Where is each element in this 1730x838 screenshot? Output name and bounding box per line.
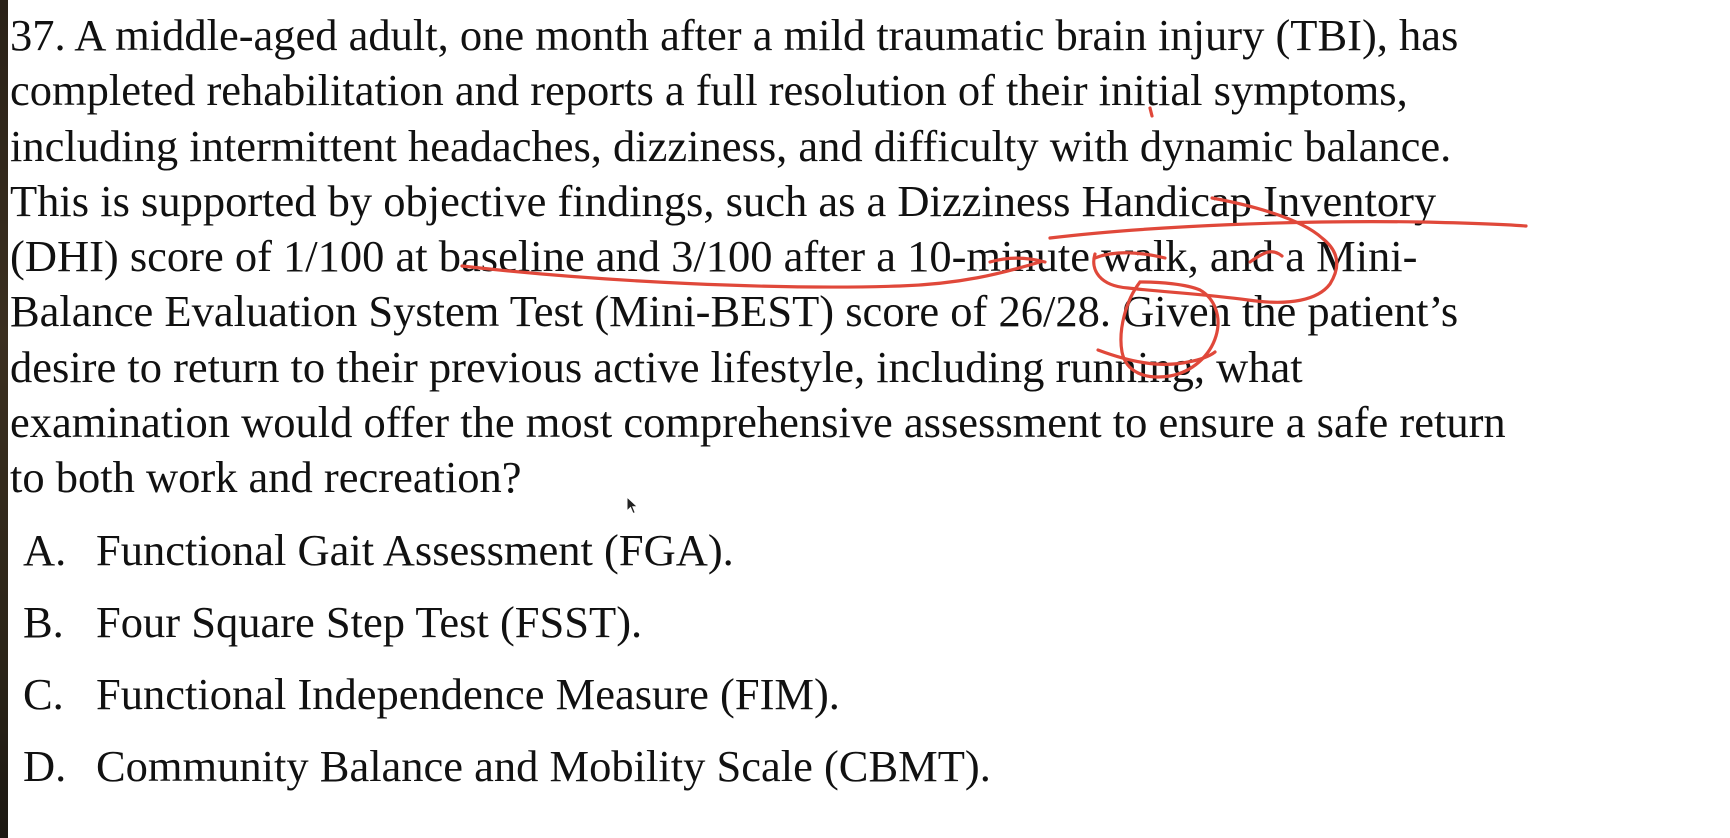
window-edge xyxy=(0,0,8,838)
question-line: (DHI) score of 1/100 at baseline and 3/100 after a 10-minute walk, and a Mini- xyxy=(10,231,1418,282)
mouse-pointer-icon xyxy=(626,496,640,516)
question-line: completed rehabilitation and reports a full resolution of their initial symptoms, xyxy=(10,65,1408,116)
option-text: Functional Gait Assessment (FGA). xyxy=(96,525,734,575)
question-line: Balance Evaluation System Test (Mini-BEST) score of 26/28. Given the patient’s xyxy=(10,286,1459,337)
option-text: Community Balance and Mobility Scale (CBMT). xyxy=(96,741,991,791)
question-line: 37. A middle-aged adult, one month after a mild traumatic brain injury (TBI), has xyxy=(10,10,1459,60)
option-text: Functional Independence Measure (FIM). xyxy=(96,669,840,719)
question-line: to both work and recreation? xyxy=(10,452,522,503)
option-text: Four Square Step Test (FSST). xyxy=(96,597,643,647)
question-line: examination would offer the most comprehensive assessment to ensure a safe return xyxy=(10,397,1506,448)
question-line: This is supported by objective findings, such as a Dizziness Handicap Inventory xyxy=(10,175,1437,226)
option-letter: C. xyxy=(23,669,64,719)
option-letter: D. xyxy=(23,741,67,791)
question-line: desire to return to their previous active lifestyle, including running, what xyxy=(10,341,1303,392)
question-line: including intermittent headaches, dizziness, and difficulty with dynamic balance. xyxy=(10,120,1452,171)
option-letter: B. xyxy=(23,597,64,647)
question-stem xyxy=(10,8,1720,506)
option-letter: A. xyxy=(23,525,67,575)
